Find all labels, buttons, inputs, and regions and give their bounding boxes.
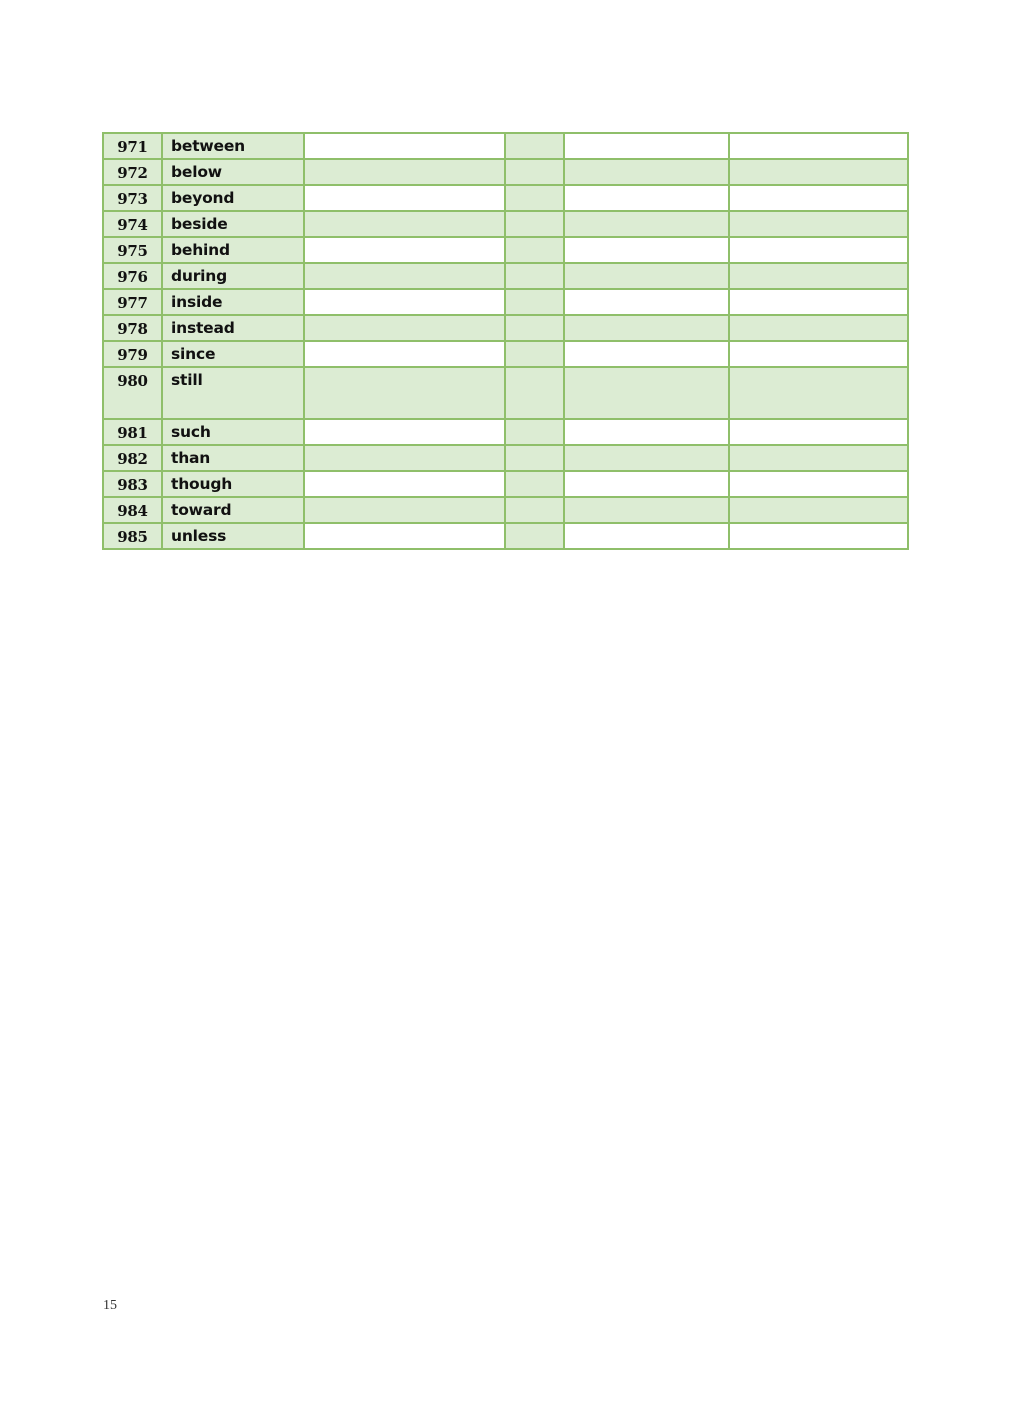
number-cell — [103, 471, 162, 497]
row-number: 971 — [117, 138, 148, 156]
answer-cell-2[interactable] — [505, 497, 564, 523]
row-number: 978 — [117, 320, 148, 338]
vocabulary-word: inside — [171, 293, 223, 311]
number-cell — [103, 445, 162, 471]
answer-cell-4[interactable] — [729, 341, 908, 367]
answer-cell-3[interactable] — [564, 497, 729, 523]
answer-cell-3[interactable] — [564, 133, 729, 159]
answer-cell-4[interactable] — [729, 185, 908, 211]
answer-cell-2[interactable] — [505, 523, 564, 549]
vocabulary-word: behind — [171, 241, 230, 259]
answer-cell-1[interactable] — [304, 497, 505, 523]
number-cell — [103, 289, 162, 315]
table-row — [103, 315, 908, 341]
number-cell — [103, 185, 162, 211]
word-cell — [162, 185, 304, 211]
answer-cell-1[interactable] — [304, 185, 505, 211]
vocabulary-word: than — [171, 449, 211, 467]
answer-cell-4[interactable] — [729, 211, 908, 237]
number-cell — [103, 315, 162, 341]
word-cell — [162, 471, 304, 497]
word-cell — [162, 523, 304, 549]
answer-cell-1[interactable] — [304, 471, 505, 497]
row-number: 985 — [117, 528, 148, 546]
answer-cell-2[interactable] — [505, 367, 564, 419]
answer-cell-2[interactable] — [505, 133, 564, 159]
vocabulary-word: below — [171, 163, 222, 181]
answer-cell-3[interactable] — [564, 185, 729, 211]
answer-cell-2[interactable] — [505, 419, 564, 445]
vocabulary-word: toward — [171, 501, 232, 519]
answer-cell-4[interactable] — [729, 445, 908, 471]
vocabulary-word: instead — [171, 319, 235, 337]
answer-cell-2[interactable] — [505, 211, 564, 237]
vocabulary-word: unless — [171, 527, 227, 545]
word-cell — [162, 133, 304, 159]
word-cell — [162, 237, 304, 263]
word-cell — [162, 289, 304, 315]
answer-cell-2[interactable] — [505, 263, 564, 289]
table-row — [103, 211, 908, 237]
row-number: 974 — [117, 216, 148, 234]
answer-cell-3[interactable] — [564, 263, 729, 289]
answer-cell-1[interactable] — [304, 523, 505, 549]
table-row — [103, 471, 908, 497]
answer-cell-3[interactable] — [564, 419, 729, 445]
vocabulary-word: since — [171, 345, 216, 363]
table-row — [103, 419, 908, 445]
answer-cell-2[interactable] — [505, 237, 564, 263]
answer-cell-1[interactable] — [304, 419, 505, 445]
vocabulary-table — [102, 132, 909, 550]
number-cell — [103, 237, 162, 263]
table-row — [103, 185, 908, 211]
vocabulary-word: beside — [171, 215, 228, 233]
row-number: 982 — [117, 450, 148, 468]
answer-cell-4[interactable] — [729, 367, 908, 419]
table-row — [103, 133, 908, 159]
page-number: 15 — [103, 1298, 117, 1313]
answer-cell-1[interactable] — [304, 315, 505, 341]
vocabulary-word: such — [171, 423, 211, 441]
answer-cell-4[interactable] — [729, 289, 908, 315]
answer-cell-3[interactable] — [564, 237, 729, 263]
answer-cell-1[interactable] — [304, 237, 505, 263]
vocabulary-word: during — [171, 267, 228, 285]
table-row — [103, 263, 908, 289]
table-row — [103, 159, 908, 185]
answer-cell-4[interactable] — [729, 237, 908, 263]
row-number: 975 — [117, 242, 148, 260]
row-number: 981 — [117, 424, 148, 442]
answer-cell-1[interactable] — [304, 263, 505, 289]
answer-cell-1[interactable] — [304, 211, 505, 237]
number-cell — [103, 419, 162, 445]
answer-cell-3[interactable] — [564, 341, 729, 367]
word-cell — [162, 367, 304, 419]
word-cell — [162, 497, 304, 523]
row-number: 977 — [117, 294, 148, 312]
answer-cell-3[interactable] — [564, 523, 729, 549]
table-row — [103, 341, 908, 367]
answer-cell-2[interactable] — [505, 445, 564, 471]
answer-cell-3[interactable] — [564, 367, 729, 419]
answer-cell-2[interactable] — [505, 315, 564, 341]
answer-cell-4[interactable] — [729, 523, 908, 549]
answer-cell-3[interactable] — [564, 471, 729, 497]
vocabulary-word: though — [171, 475, 233, 493]
number-cell — [103, 367, 162, 419]
answer-cell-1[interactable] — [304, 289, 505, 315]
answer-cell-2[interactable] — [505, 289, 564, 315]
number-cell — [103, 159, 162, 185]
word-cell — [162, 211, 304, 237]
row-number: 973 — [117, 190, 148, 208]
word-cell — [162, 341, 304, 367]
table-row — [103, 523, 908, 549]
answer-cell-3[interactable] — [564, 289, 729, 315]
row-number: 980 — [117, 372, 148, 390]
row-number: 972 — [117, 164, 148, 182]
vocabulary-word: between — [171, 137, 245, 155]
answer-cell-1[interactable] — [304, 133, 505, 159]
answer-cell-4[interactable] — [729, 133, 908, 159]
row-number: 984 — [117, 502, 148, 520]
answer-cell-4[interactable] — [729, 471, 908, 497]
table-row — [103, 497, 908, 523]
vocabulary-word: beyond — [171, 189, 235, 207]
number-cell — [103, 263, 162, 289]
word-cell — [162, 315, 304, 341]
number-cell — [103, 497, 162, 523]
number-cell — [103, 133, 162, 159]
row-number: 976 — [117, 268, 148, 286]
answer-cell-4[interactable] — [729, 315, 908, 341]
table-row — [103, 237, 908, 263]
number-cell — [103, 211, 162, 237]
word-cell — [162, 419, 304, 445]
answer-cell-1[interactable] — [304, 341, 505, 367]
number-cell — [103, 341, 162, 367]
vocabulary-word: still — [171, 371, 203, 389]
row-number: 983 — [117, 476, 148, 494]
answer-cell-2[interactable] — [505, 341, 564, 367]
answer-cell-4[interactable] — [729, 497, 908, 523]
word-cell — [162, 445, 304, 471]
answer-cell-4[interactable] — [729, 419, 908, 445]
answer-cell-4[interactable] — [729, 263, 908, 289]
answer-cell-3[interactable] — [564, 159, 729, 185]
answer-cell-2[interactable] — [505, 159, 564, 185]
answer-cell-3[interactable] — [564, 445, 729, 471]
answer-cell-1[interactable] — [304, 367, 505, 419]
table-row — [103, 289, 908, 315]
answer-cell-2[interactable] — [505, 471, 564, 497]
word-cell — [162, 159, 304, 185]
answer-cell-4[interactable] — [729, 159, 908, 185]
table-row — [103, 445, 908, 471]
answer-cell-2[interactable] — [505, 185, 564, 211]
number-cell — [103, 523, 162, 549]
answer-cell-3[interactable] — [564, 315, 729, 341]
answer-cell-1[interactable] — [304, 445, 505, 471]
word-cell — [162, 263, 304, 289]
table-row — [103, 367, 908, 419]
row-number: 979 — [117, 346, 148, 364]
answer-cell-1[interactable] — [304, 159, 505, 185]
answer-cell-3[interactable] — [564, 211, 729, 237]
